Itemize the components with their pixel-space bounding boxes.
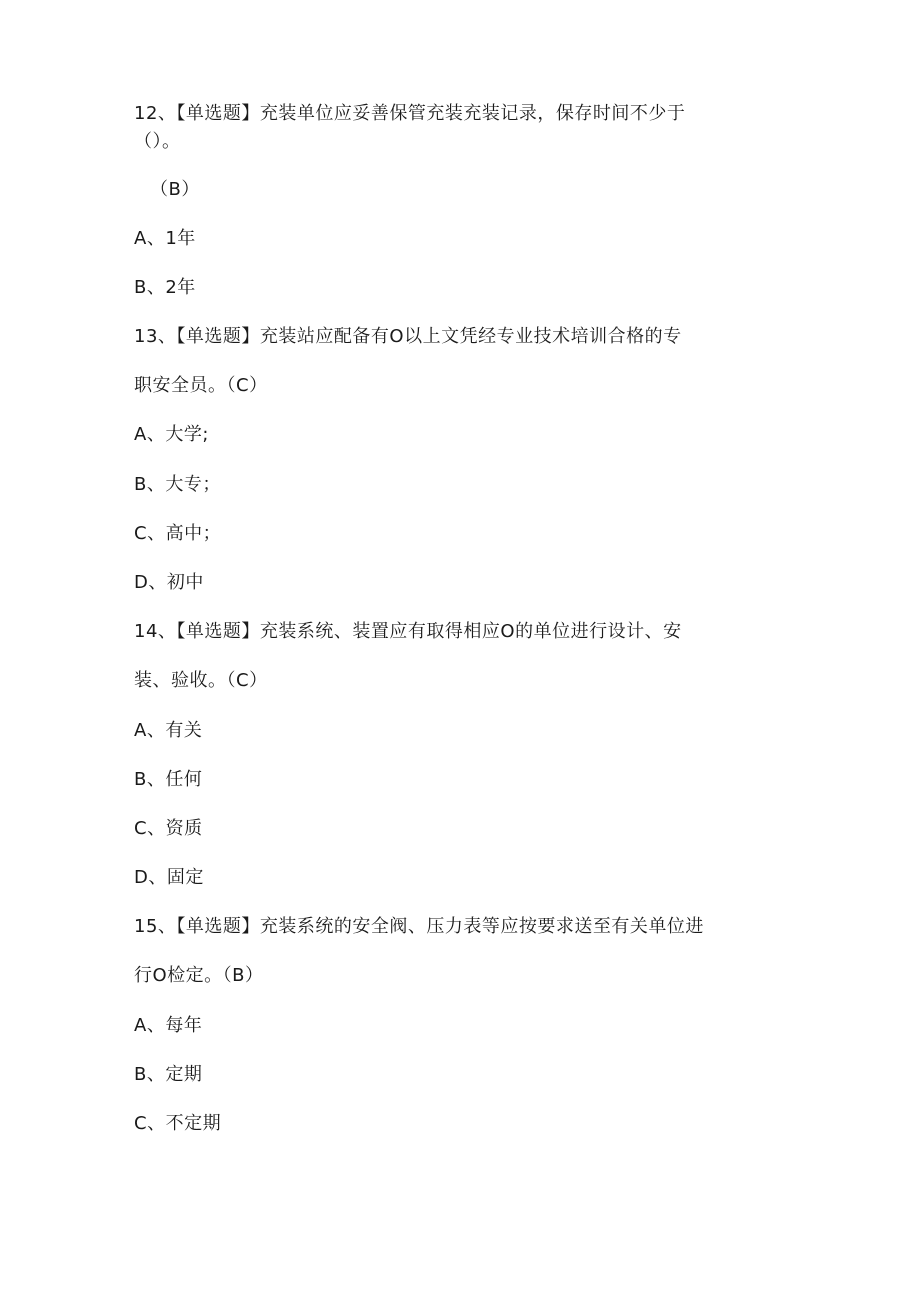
- question-12-stem-line2: （）。: [134, 131, 181, 152]
- question-13-option-a: A、大学;: [134, 424, 209, 445]
- question-15-option-b: B、定期: [134, 1064, 203, 1085]
- question-15-stem-line2: 行O检定。（B）: [134, 965, 264, 986]
- question-12-option-b: B、2年: [134, 277, 196, 298]
- question-13-stem-line1: 13、【单选题】充装站应配备有O以上文凭经专业技术培训合格的专: [134, 326, 682, 347]
- question-15-option-c: C、不定期: [134, 1113, 222, 1134]
- question-14-option-a: A、有关: [134, 720, 203, 741]
- question-12-option-a: A、1年: [134, 228, 196, 249]
- question-13-option-c: C、高中；: [134, 523, 222, 544]
- question-14-stem-line2: 装、验收。（C）: [134, 670, 268, 691]
- question-14-stem-line1: 14、【单选题】充装系统、装置应有取得相应O的单位进行设计、安: [134, 621, 682, 642]
- question-13-option-d: D、初中: [134, 572, 204, 593]
- question-13-stem-line2: 职安全员。（C）: [134, 375, 268, 396]
- question-14-option-c: C、资质: [134, 818, 203, 839]
- question-15-stem-line1: 15、【单选题】充装系统的安全阀、压力表等应按要求送至有关单位进: [134, 916, 704, 937]
- question-14-option-d: D、固定: [134, 867, 204, 888]
- question-14-option-b: B、任何: [134, 769, 203, 790]
- question-15-option-a: A、每年: [134, 1015, 203, 1036]
- question-12-answer: （B）: [150, 179, 200, 200]
- question-12-stem-line1: 12、【单选题】充装单位应妥善保管充装充装记录，保存时间不少于: [134, 103, 686, 124]
- question-13-option-b: B、大专；: [134, 474, 221, 495]
